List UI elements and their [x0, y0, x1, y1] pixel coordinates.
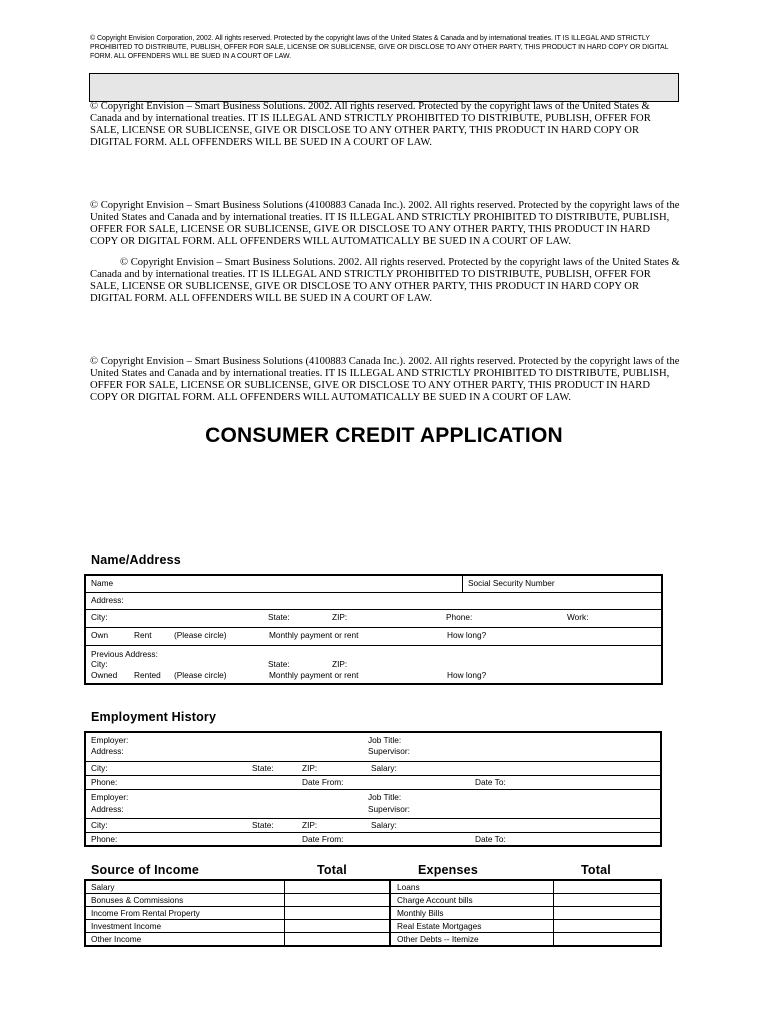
income-row-5 [86, 933, 660, 945]
date-to-label: Date To: [475, 777, 506, 787]
copyright-notice-small: © Copyright Envision Corporation, 2002. All rights reserved. Protected by the copyright laws of the United States & Canada and by international treaties. IT IS ILLEGAL AND STRICTLY PROHIBITED TO DISTRIBUTE, PUBLISH, OFFER FOR SALE, LICENSE OR SUBLICENSE, GIVE OR DISCLOSE TO ANY OTHER PARTY, THIS PRODUCT IN HARD COPY OR DIGITAL FORM. ALL OFFENDERS WILL BE SUED IN A COURT OF LAW. [90, 35, 669, 60]
copyright-notice-1: © Copyright Envision – Smart Business Solutions. 2002. All rights reserved. Protected by the copyright laws of the United States & Canada and by international treaties. IT IS ILLEGAL AND STRICTLY PROHIBITED TO DISTRIBUTE, PUBLISH, OFFER FOR SALE, LICENSE OR SUBLICENSE, GIVE OR DISCLOSE TO ANY OTHER PARTY, THIS PRODUCT IN HARD COPY OR DIGITAL FORM. ALL OFFENDERS WILL BE SUED IN A COURT OF LAW. [90, 101, 651, 148]
expenses-heading: Expenses [418, 863, 478, 877]
address-label: Address: [91, 746, 124, 756]
name-row [86, 576, 661, 593]
zip-label: ZIP: [332, 612, 348, 622]
city-label: City: [91, 763, 108, 773]
employer-label: Employer: [91, 735, 129, 745]
please-circle-label-2: (Please circle) [174, 670, 227, 680]
address-row [86, 593, 661, 610]
how-long-label: How long? [447, 630, 487, 640]
city-label: City: [91, 820, 108, 830]
phone-label: Phone: [91, 834, 118, 844]
copyright-notice-2: © Copyright Envision – Smart Business Solutions (4100883 Canada Inc.). 2002. All rights reserved. Protected by the copyright laws of the United States and Canada and by international treaties. IT IS ILLEGAL AND STRICTLY PROHIBITED TO DISTRIBUTE, PUBLISH, OFFER FOR SALE, LICENSE OR SUBLICENSE, GIVE OR DISCLOSE TO ANY OTHER PARTY, THIS PRODUCT IN HARD COPY OR DIGITAL FORM. ALL OFFENDERS WILL AUTOMATICALLY BE SUED IN A COURT OF LAW. [90, 200, 680, 247]
copyright-notice-3: © Copyright Envision – Smart Business Solutions. 2002. All rights reserved. Protected by the copyright laws of the United States & Canada and by international treaties. IT IS ILLEGAL AND STRICTLY PROHIBITED TO DISTRIBUTE, PUBLISH, OFFER FOR SALE, LICENSE OR SUBLICENSE, GIVE OR DISCLOSE TO ANY OTHER PARTY, THIS PRODUCT IN HARD COPY OR DIGITAL FORM. ALL OFFENDERS WILL BE SUED IN A COURT OF LAW. [90, 257, 680, 304]
previous-address-row [86, 646, 661, 683]
expense-item: Monthly Bills [397, 908, 444, 918]
employer-2-phone-row [86, 833, 660, 845]
previous-address-label: Previous Address: [91, 649, 158, 659]
name-address-heading: Name/Address [91, 553, 181, 567]
employer-2-row [86, 790, 660, 819]
prev-state-label: State: [268, 659, 290, 669]
income-total-heading: Total [317, 863, 347, 877]
income-item: Bonuses & Commissions [91, 895, 184, 905]
page-title: CONSUMER CREDIT APPLICATION [205, 424, 563, 447]
income-item: Income From Rental Property [91, 908, 200, 918]
prev-zip-label: ZIP: [332, 659, 348, 669]
employer-1-city-row [86, 762, 660, 776]
salary-label: Salary: [371, 763, 397, 773]
address-label: Address: [91, 804, 124, 814]
supervisor-label: Supervisor: [368, 746, 410, 756]
income-row-4 [86, 920, 660, 933]
date-from-label: Date From: [302, 777, 344, 787]
work-label: Work: [567, 612, 589, 622]
income-item: Other Income [91, 934, 142, 944]
address-label: Address: [91, 595, 124, 605]
employment-heading: Employment History [91, 710, 217, 724]
gray-banner-box [89, 73, 679, 102]
employer-label: Employer: [91, 792, 129, 802]
state-label: State: [252, 763, 274, 773]
divider [462, 576, 463, 592]
income-item: Investment Income [91, 921, 162, 931]
prev-city-label: City: [91, 659, 108, 669]
zip-label: ZIP: [302, 820, 318, 830]
monthly-payment-label-2: Monthly payment or rent [269, 670, 359, 680]
ssn-label: Social Security Number [468, 578, 555, 588]
expenses-total-heading: Total [581, 863, 611, 877]
expense-item: Real Estate Mortgages [397, 921, 482, 931]
own-label: Own [91, 630, 109, 640]
please-circle-label: (Please circle) [174, 630, 227, 640]
employer-2-city-row [86, 819, 660, 833]
name-label: Name [91, 578, 114, 588]
income-row-2 [86, 894, 660, 907]
employment-table [84, 731, 662, 847]
phone-label: Phone: [446, 612, 473, 622]
employer-1-row [86, 733, 660, 762]
own-rent-row [86, 628, 661, 646]
income-item: Salary [91, 882, 115, 892]
phone-label: Phone: [91, 777, 118, 787]
income-row-1 [86, 881, 660, 894]
monthly-payment-label: Monthly payment or rent [269, 630, 359, 640]
employer-1-phone-row [86, 776, 660, 790]
state-label: State: [268, 612, 290, 622]
rent-label: Rent [134, 630, 152, 640]
expense-item: Charge Account bills [397, 895, 473, 905]
date-from-label: Date From: [302, 834, 344, 844]
job-title-label: Job Title: [368, 735, 402, 745]
expense-item: Other Debts -- Itemize [397, 934, 479, 944]
city-row [86, 610, 661, 628]
zip-label: ZIP: [302, 763, 318, 773]
income-expenses-table [84, 879, 662, 947]
income-row-3 [86, 907, 660, 920]
city-label: City: [91, 612, 108, 622]
job-title-label: Job Title: [368, 792, 402, 802]
how-long-label-2: How long? [447, 670, 487, 680]
name-address-table [84, 574, 663, 685]
expense-item: Loans [397, 882, 420, 892]
rented-label: Rented [134, 670, 161, 680]
supervisor-label: Supervisor: [368, 804, 410, 814]
date-to-label: Date To: [475, 834, 506, 844]
salary-label: Salary: [371, 820, 397, 830]
source-of-income-heading: Source of Income [91, 863, 200, 877]
copyright-notice-4: © Copyright Envision – Smart Business Solutions (4100883 Canada Inc.). 2002. All rights reserved. Protected by the copyright laws of the United States and Canada and by international treaties. IT IS ILLEGAL AND STRICTLY PROHIBITED TO DISTRIBUTE, PUBLISH, OFFER FOR SALE, LICENSE OR SUBLICENSE, GIVE OR DISCLOSE TO ANY OTHER PARTY, THIS PRODUCT IN HARD COPY OR DIGITAL FORM. ALL OFFENDERS WILL AUTOMATICALLY BE SUED IN A COURT OF LAW. [90, 356, 680, 403]
owned-label: Owned [91, 670, 118, 680]
state-label: State: [252, 820, 274, 830]
